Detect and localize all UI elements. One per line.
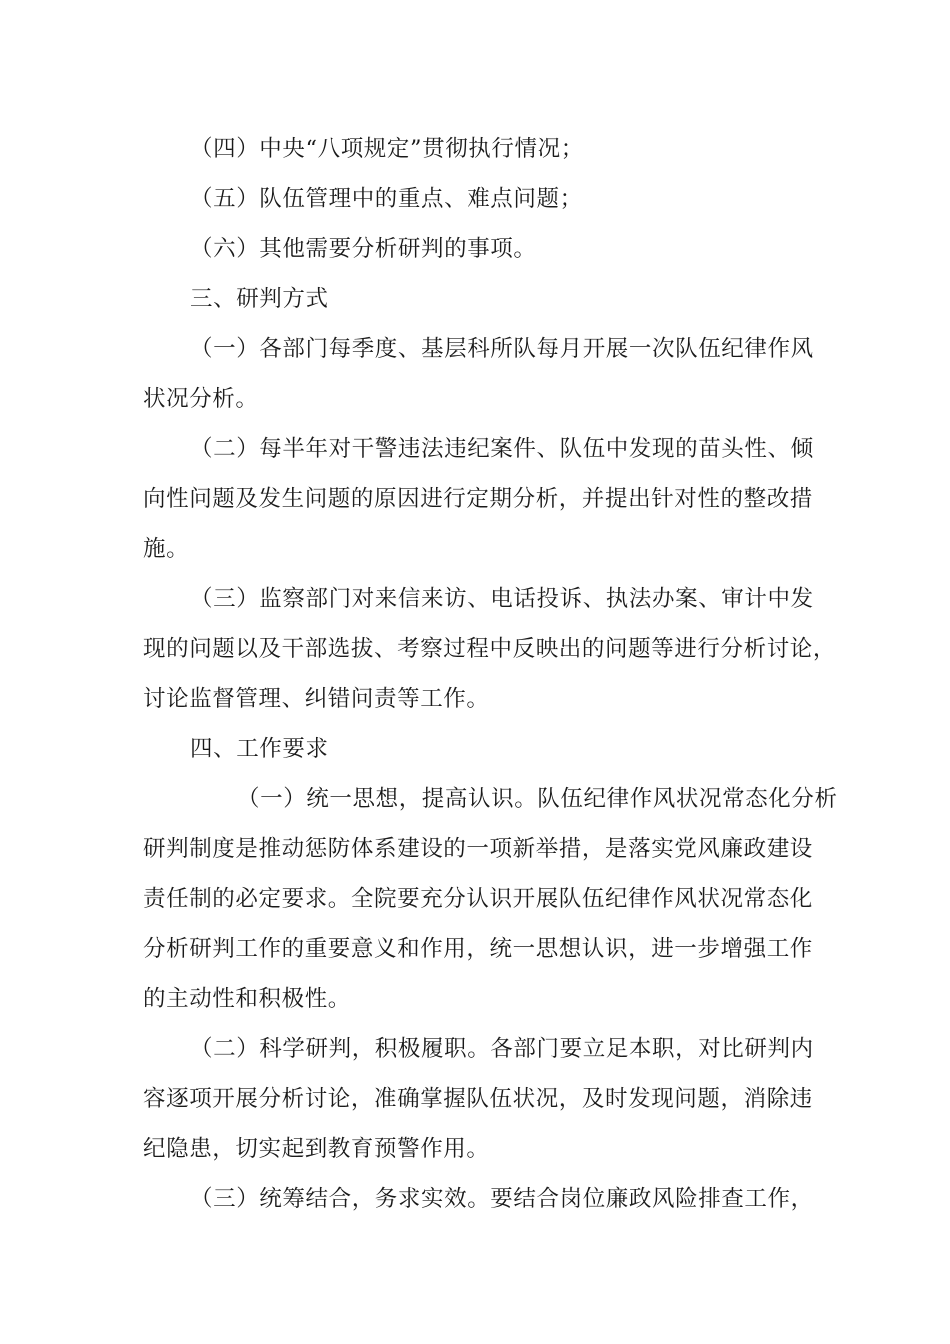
text-line: （二）每半年对干警违法违纪案件、队伍中发现的苗头性、倾 bbox=[190, 436, 814, 462]
text-line: （三）监察部门对来信来访、电话投诉、执法办案、审计中发 bbox=[190, 586, 814, 612]
text-line: （二）科学研判，积极履职。各部门要立足本职，对比研判内 bbox=[190, 1036, 814, 1062]
text-line: 现的问题以及干部选拔、考察过程中反映出的问题等进行分析讨论， bbox=[143, 636, 837, 662]
section-heading: 四、工作要求 bbox=[190, 736, 329, 762]
text-line: 施。 bbox=[143, 536, 190, 562]
text-line: 责任制的必定要求。全院要充分认识开展队伍纪律作风状况常态化 bbox=[143, 886, 813, 912]
text-line: 讨论监督管理、纠错问责等工作。 bbox=[143, 686, 490, 712]
text-line: 的主动性和积极性。 bbox=[143, 986, 351, 1012]
text-line: 纪隐患，切实起到教育预警作用。 bbox=[143, 1136, 490, 1162]
text-line: （五）队伍管理中的重点、难点问题； bbox=[190, 186, 583, 212]
text-line: 状况分析。 bbox=[143, 386, 259, 412]
text-line: 分析研判工作的重要意义和作用，统一思想认识，进一步增强工作 bbox=[143, 936, 813, 962]
text-line: 向性问题及发生问题的原因进行定期分析，并提出针对性的整改措 bbox=[143, 486, 813, 512]
text-line: （四）中央“八项规定”贯彻执行情况； bbox=[190, 136, 584, 162]
text-line: （一）各部门每季度、基层科所队每月开展一次队伍纪律作风 bbox=[190, 336, 814, 362]
section-heading: 三、研判方式 bbox=[190, 286, 329, 312]
text-line: （一）统一思想，提高认识。队伍纪律作风状况常态化分析 bbox=[237, 786, 838, 812]
text-line: （三）统筹结合，务求实效。要结合岗位廉政风险排查工作， bbox=[190, 1186, 814, 1212]
text-line: 容逐项开展分析讨论，准确掌握队伍状况，及时发现问题，消除违 bbox=[143, 1086, 813, 1112]
text-line: 研判制度是推动惩防体系建设的一项新举措，是落实党风廉政建设 bbox=[143, 836, 813, 862]
text-line: （六）其他需要分析研判的事项。 bbox=[190, 236, 537, 262]
